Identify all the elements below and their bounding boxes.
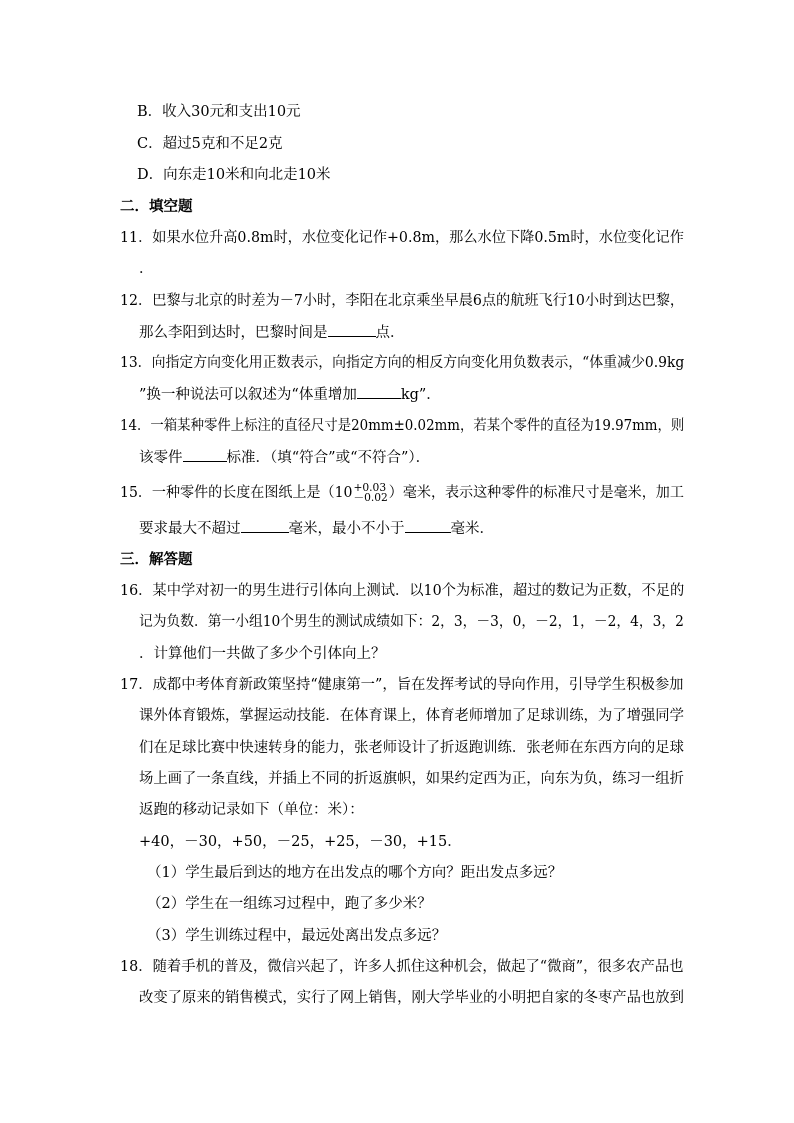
- question-17-line-3: 们在足球比赛中快速转身的能力，张老师设计了折返跑训练．张老师在东西方向的足球: [139, 740, 684, 756]
- question-12-line-1: 12．巴黎与北京的时差为－7小时，李阳在北京乘坐早晨6点的航班飞行10小时到达巴黎，: [120, 293, 685, 309]
- question-15-line-2: 要求最大不超过 毫米，最小不小于 毫米．: [139, 518, 494, 539]
- question-11-line-2: ．: [139, 261, 154, 277]
- tolerance-stack: +0.03 －0.02: [353, 481, 388, 504]
- option-d: D．向东走10米和向北走10米: [137, 167, 331, 183]
- answer-blank: [241, 518, 289, 533]
- question-17-line-6: +40，－30，+50，－25，+25，－30，+15．: [139, 834, 462, 850]
- question-17-sub-1: （1）学生最后到达的地方在出发点的哪个方向？距出发点多远？: [147, 865, 563, 881]
- question-17-sub-3: （3）学生训练过程中，最远处离出发点多远？: [147, 928, 447, 944]
- question-17-line-2: 课外体育锻炼，掌握运动技能．在体育课上，体育老师增加了足球训练，为了增强同学: [139, 708, 684, 724]
- question-16-line-1: 16．某中学对初一的男生进行引体向上测试．以10个为标准，超过的数记为正数，不足的: [120, 583, 685, 599]
- option-c: C．超过5克和不足2克: [137, 136, 283, 152]
- answer-blank: [183, 447, 227, 462]
- question-12-line-2: 那么李阳到达时，巴黎时间是 点．: [139, 322, 405, 343]
- question-16-line-2: 记为负数．第一小组10个男生的测试成绩如下：2，3，－3，0，－2，1，－2，4，3，2: [139, 614, 684, 630]
- section-heading-answer: 三．解答题: [120, 551, 193, 568]
- question-17-sub-2: （2）学生在一组练习过程中，跑了多少米？: [147, 896, 432, 912]
- question-17-line-4: 场上画了一条直线，并插上不同的折返旗帜，如果约定西为正，向东为负，练习一组折: [139, 771, 684, 787]
- question-15-line-1: 15．一种零件的长度在图纸上是（10 +0.03 －0.02 ）毫米，表示这种零件的标准尺寸是毫米，加工: [120, 481, 684, 504]
- answer-blank: [328, 322, 376, 337]
- answer-blank: [357, 384, 401, 399]
- question-13-line-2: ”换一种说法可以叙述为“体重增加 kg”．: [139, 384, 441, 405]
- question-16-line-3: ．计算他们一共做了多少个引体向上？: [139, 646, 386, 662]
- answer-blank: [405, 518, 451, 533]
- question-17-line-5: 返跑的移动记录如下（单位：米）：: [139, 802, 364, 818]
- question-11-line-1: 11．如果水位升高0.8m时，水位变化记作+0.8m，那么水位下降0.5m时，水位变化记作: [120, 230, 684, 246]
- question-14-line-1: 14．一箱某种零件上标注的直径尺寸是20mm±0.02mm，若某个零件的直径为19.97mm，则: [120, 418, 685, 434]
- section-heading-fill-in: 二．填空题: [120, 198, 193, 215]
- question-18-line-2: 改变了原来的销售模式，实行了网上销售，刚大学毕业的小明把自家的冬枣产品也放到: [139, 990, 684, 1006]
- question-14-line-2: 该零件 标准．（填“符合”或“不符合”）．: [139, 447, 430, 468]
- question-17-line-1: 17．成都中考体育新政策坚持“健康第一”，旨在发挥考试的导向作用，引导学生积极参加: [120, 677, 684, 693]
- option-b: B．收入30元和支出10元: [137, 104, 301, 120]
- question-13-line-1: 13．向指定方向变化用正数表示，向指定方向的相反方向变化用负数表示，“体重减少0.9kg: [120, 355, 685, 371]
- question-18-line-1: 18．随着手机的普及，微信兴起了，许多人抓住这种机会，做起了“微商”，很多农产品也: [120, 959, 684, 975]
